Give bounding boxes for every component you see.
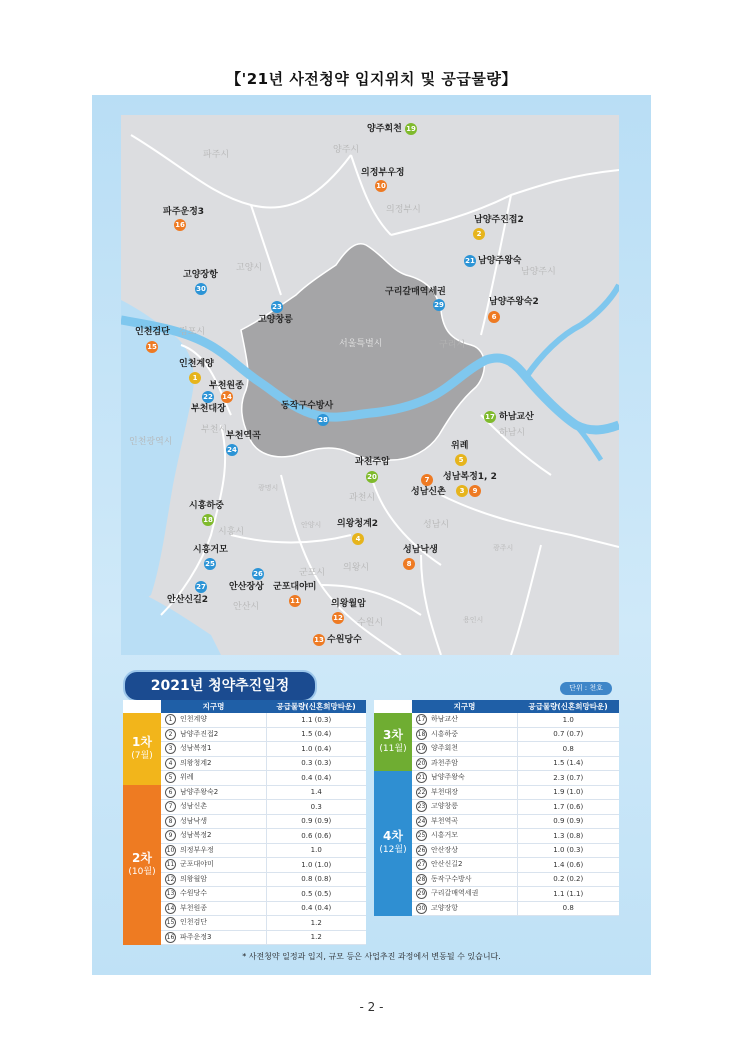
row-number: 15 (166, 919, 175, 927)
site-label: 위례 (451, 441, 469, 451)
district-name (412, 814, 517, 829)
region-label: 남양주시 (521, 267, 556, 277)
region-label: 용인시 (463, 616, 484, 624)
site-label: 의왕월암 (331, 599, 366, 609)
region-label: 안양시 (301, 521, 322, 529)
site-marker: 1 (189, 372, 201, 384)
row-number: 9 (165, 830, 176, 841)
region-label: 광명시 (258, 484, 279, 492)
district-name (161, 843, 266, 858)
site-label: 의정부우정 (361, 168, 405, 178)
site-marker: 21 (465, 257, 475, 265)
supply-value: 1.5 (1.4) (517, 756, 619, 771)
district-text: 수원당수 (180, 889, 208, 898)
site-marker: 15 (147, 343, 157, 351)
region-label: 파주시 (203, 150, 230, 160)
supply-value: 0.5 (0.5) (266, 887, 366, 902)
supply-value: 1.4 (0.6) (517, 858, 619, 873)
row-number: 1 (165, 714, 176, 725)
row-number: 29 (417, 890, 426, 898)
row-number: 28 (417, 875, 426, 883)
district-name (161, 872, 266, 887)
site-label: 남양주왕숙2 (489, 297, 539, 307)
site-marker: 4 (352, 533, 364, 545)
row-number: 14 (166, 904, 175, 912)
column-header: 공급물량(신혼희망타운) (517, 700, 619, 713)
region-label: 과천시 (349, 493, 376, 503)
phase-label: 1차 (132, 735, 152, 749)
phase-cell (374, 771, 412, 916)
district-text: 시흥하중 (431, 729, 459, 738)
district-name (161, 901, 266, 916)
district-text: 부천원종 (180, 903, 208, 912)
district-text: 성남신촌 (180, 802, 208, 811)
region-label: 인천광역시 (129, 437, 173, 447)
row-number: 21 (417, 774, 426, 782)
district-name (161, 814, 266, 829)
row-number: 27 (417, 861, 426, 869)
row-number: 5 (165, 772, 176, 783)
region-label: 구리시 (439, 340, 466, 350)
district-text: 고양창릉 (431, 802, 459, 811)
district-name (161, 713, 266, 727)
site-label: 인천검단 (135, 327, 170, 337)
site-marker: 20 (367, 473, 377, 481)
site-label: 구리갈매역세권 (385, 287, 446, 297)
site-label: 하남교산 (499, 412, 534, 422)
site-label: 의왕청계2 (337, 519, 379, 529)
district-text: 하남교산 (431, 715, 459, 724)
district-name (412, 901, 517, 916)
phase-cell (123, 785, 161, 945)
district-name (161, 785, 266, 800)
supply-value: 1.0 (0.4) (266, 742, 366, 757)
supply-value: 1.0 (517, 713, 619, 727)
district-name (161, 930, 266, 945)
supply-value: 1.0 (1.0) (266, 858, 366, 873)
district-name (412, 742, 517, 757)
site-label: 시흥하중 (189, 501, 224, 511)
phase-month: (12월) (379, 845, 407, 855)
map-graphic (121, 115, 619, 655)
row-number: 25 (417, 832, 426, 840)
district-text: 구리갈매역세권 (431, 889, 479, 898)
site-label: 남양주진접2 (474, 215, 524, 225)
district-name (161, 887, 266, 902)
district-name (412, 829, 517, 844)
supply-value: 1.2 (266, 916, 366, 931)
site-label: 군포대야미 (273, 582, 317, 592)
row-number: 22 (417, 788, 426, 796)
site-label: 성남낙생 (403, 545, 438, 555)
site-label: 인천계양 (179, 359, 214, 369)
region-label: 안산시 (233, 602, 260, 612)
site-marker: 24 (227, 446, 237, 454)
site-label: 안산장상 (229, 582, 264, 592)
supply-value: 1.0 (266, 843, 366, 858)
site-label: 시흥거모 (193, 545, 228, 555)
site-marker: 10 (376, 182, 386, 190)
region-label: 양주시 (333, 145, 360, 155)
site-label: 부천역곡 (226, 431, 261, 441)
supply-value: 1.9 (1.0) (517, 785, 619, 800)
district-name (161, 916, 266, 931)
district-name (412, 727, 517, 742)
district-text: 남양주왕숙2 (180, 787, 219, 796)
site-marker: 7 (421, 474, 433, 486)
supply-value: 0.6 (0.6) (266, 829, 366, 844)
site-marker: 19 (406, 125, 416, 133)
phase-month: (7월) (131, 751, 153, 761)
row-number: 23 (417, 803, 426, 811)
region-label: 의정부시 (386, 205, 421, 215)
supply-value: 0.8 (517, 901, 619, 916)
site-marker: 25 (205, 560, 215, 568)
row-number: 16 (166, 933, 175, 941)
district-name (161, 829, 266, 844)
district-name (412, 771, 517, 786)
site-marker: 5 (455, 454, 467, 466)
site-marker: 3 (456, 485, 468, 497)
district-text: 파주운정3 (180, 932, 212, 941)
region-label: 시흥시 (218, 527, 245, 537)
district-name (412, 858, 517, 873)
row-number: 4 (165, 758, 176, 769)
district-text: 의왕청계2 (180, 758, 212, 767)
region-label: 고양시 (236, 263, 263, 273)
row-number: 3 (165, 743, 176, 754)
site-marker: 13 (314, 636, 324, 644)
site-label: 부천원종 (209, 381, 244, 391)
site-marker: 17 (485, 413, 495, 421)
district-name (161, 756, 266, 771)
phase-month: (11월) (379, 743, 407, 754)
phase-cell (123, 713, 161, 785)
district-text: 고양장항 (431, 903, 459, 912)
district-text: 군포대야미 (180, 860, 214, 869)
district-text: 부천역곡 (431, 816, 459, 825)
region-label: 성남시 (423, 520, 450, 530)
row-number: 2 (165, 729, 176, 740)
row-number: 26 (417, 846, 426, 854)
site-label: 과천주암 (355, 457, 390, 467)
row-number: 30 (417, 904, 426, 912)
schedule-table-right (374, 700, 619, 916)
district-name (161, 742, 266, 757)
supply-value: 0.7 (0.7) (517, 727, 619, 742)
site-marker: 22 (203, 393, 213, 401)
column-header: 지구명 (412, 700, 517, 713)
column-header: 지구명 (161, 700, 266, 713)
supply-value: 1.7 (0.6) (517, 800, 619, 815)
site-marker: 8 (403, 558, 415, 570)
district-name (161, 727, 266, 742)
page-number: - 2 - (359, 1000, 384, 1014)
site-marker: 26 (253, 570, 263, 578)
unit-label: 단위 : 천호 (560, 682, 612, 695)
supply-value: 1.0 (0.3) (517, 843, 619, 858)
region-label: 군포시 (299, 568, 326, 578)
supply-value: 0.4 (0.4) (266, 771, 366, 786)
district-text: 위례 (180, 773, 194, 782)
row-number: 13 (166, 890, 175, 898)
supply-value: 1.4 (266, 785, 366, 800)
row-number: 12 (166, 875, 175, 883)
site-marker: 11 (290, 597, 300, 605)
district-name (412, 843, 517, 858)
site-label: 양주회천 (367, 124, 402, 134)
row-number: 20 (417, 759, 426, 767)
site-label: 남양주왕숙 (478, 256, 522, 266)
site-marker: 12 (333, 614, 343, 622)
supply-value: 0.3 (266, 800, 366, 815)
site-marker: 30 (196, 285, 206, 293)
site-marker: 29 (434, 301, 444, 309)
site-label: 성남신촌 (411, 487, 446, 497)
row-number: 18 (417, 730, 426, 738)
site-label: 동작구수방사 (281, 401, 334, 411)
supply-value: 0.9 (0.9) (517, 814, 619, 829)
supply-value: 0.8 (517, 742, 619, 757)
district-text: 안산신길2 (431, 860, 463, 869)
district-text: 성남복정2 (180, 831, 212, 840)
site-label: 안산신길2 (167, 595, 209, 605)
site-marker: 2 (473, 228, 485, 240)
region-label: 의왕시 (343, 563, 370, 573)
site-marker: 6 (488, 311, 500, 323)
district-text: 성남복정1 (180, 744, 212, 753)
row-number: 11 (166, 861, 175, 869)
district-name (161, 771, 266, 786)
supply-value: 2.3 (0.7) (517, 771, 619, 786)
district-text: 인천계양 (180, 715, 208, 724)
district-text: 안산장상 (431, 845, 459, 854)
site-marker: 23 (272, 303, 282, 311)
row-number: 19 (417, 745, 426, 753)
row-number: 24 (417, 817, 426, 825)
phase-label: 2차 (132, 850, 152, 865)
district-name (412, 800, 517, 815)
site-map (121, 115, 619, 655)
district-name (412, 872, 517, 887)
district-text: 성남낙생 (180, 816, 208, 825)
district-name (412, 756, 517, 771)
row-number: 17 (417, 716, 426, 724)
column-header: 공급물량(신혼희망타운) (266, 700, 366, 713)
site-label: 수원당수 (327, 635, 362, 645)
supply-value: 1.1 (0.3) (266, 713, 366, 727)
supply-value: 0.2 (0.2) (517, 872, 619, 887)
district-text: 의정부우정 (180, 845, 214, 854)
district-text: 과천주암 (431, 758, 459, 767)
district-text: 시흥거모 (431, 831, 459, 840)
site-marker: 28 (318, 416, 328, 424)
district-text: 인천검단 (180, 918, 208, 927)
site-label: 파주운정3 (163, 207, 205, 217)
site-marker: 27 (196, 583, 206, 591)
supply-value: 0.4 (0.4) (266, 901, 366, 916)
site-marker: 18 (203, 516, 213, 524)
supply-value: 1.1 (1.1) (517, 887, 619, 902)
district-name (412, 785, 517, 800)
region-label: 수원시 (357, 618, 384, 628)
district-text: 남양주왕숙 (431, 773, 465, 782)
supply-value: 0.8 (0.8) (266, 872, 366, 887)
district-text: 양주회천 (431, 744, 459, 753)
phase-label: 3차 (383, 727, 403, 742)
site-label: 고양창릉 (258, 315, 293, 325)
district-text: 부천대장 (431, 787, 459, 796)
footnote: * 사전청약 일정과 입지, 규모 등은 사업추진 과정에서 변동될 수 있습니다. (242, 952, 501, 961)
district-text: 의왕월암 (180, 874, 208, 883)
phase-label: 4차 (383, 829, 403, 843)
supply-value: 0.9 (0.9) (266, 814, 366, 829)
district-text: 남양주진접2 (180, 729, 219, 738)
supply-value: 1.2 (266, 930, 366, 945)
document-title: 【'21년 사전청약 입지위치 및 공급물량】 (226, 70, 517, 88)
supply-value: 0.3 (0.3) (266, 756, 366, 771)
region-label: 부천시 (201, 425, 228, 435)
region-label: 하남시 (499, 428, 526, 438)
district-text: 동작구수방사 (431, 874, 472, 883)
site-label: 고양장항 (183, 270, 218, 280)
district-name (161, 858, 266, 873)
phase-month: (10월) (128, 866, 156, 877)
district-name (412, 887, 517, 902)
schedule-title: 2021년 청약추진일정 (123, 670, 317, 702)
supply-value: 1.3 (0.8) (517, 829, 619, 844)
district-name (161, 800, 266, 815)
region-label: 김포시 (179, 327, 206, 337)
schedule-table-left (123, 700, 366, 945)
site-label: 성남복정1, 2 (443, 472, 497, 482)
site-marker: 14 (222, 393, 232, 401)
region-label: 광주시 (493, 544, 514, 552)
supply-value: 1.5 (0.4) (266, 727, 366, 742)
district-name (412, 713, 517, 727)
row-number: 6 (165, 787, 176, 798)
site-marker: 16 (175, 221, 185, 229)
region-label: 서울특별시 (339, 339, 383, 349)
site-label: 부천대장 (191, 404, 226, 414)
row-number: 8 (165, 816, 176, 827)
phase-cell (374, 713, 412, 771)
row-number: 10 (166, 846, 175, 854)
site-marker: 9 (469, 485, 481, 497)
row-number: 7 (165, 801, 176, 812)
